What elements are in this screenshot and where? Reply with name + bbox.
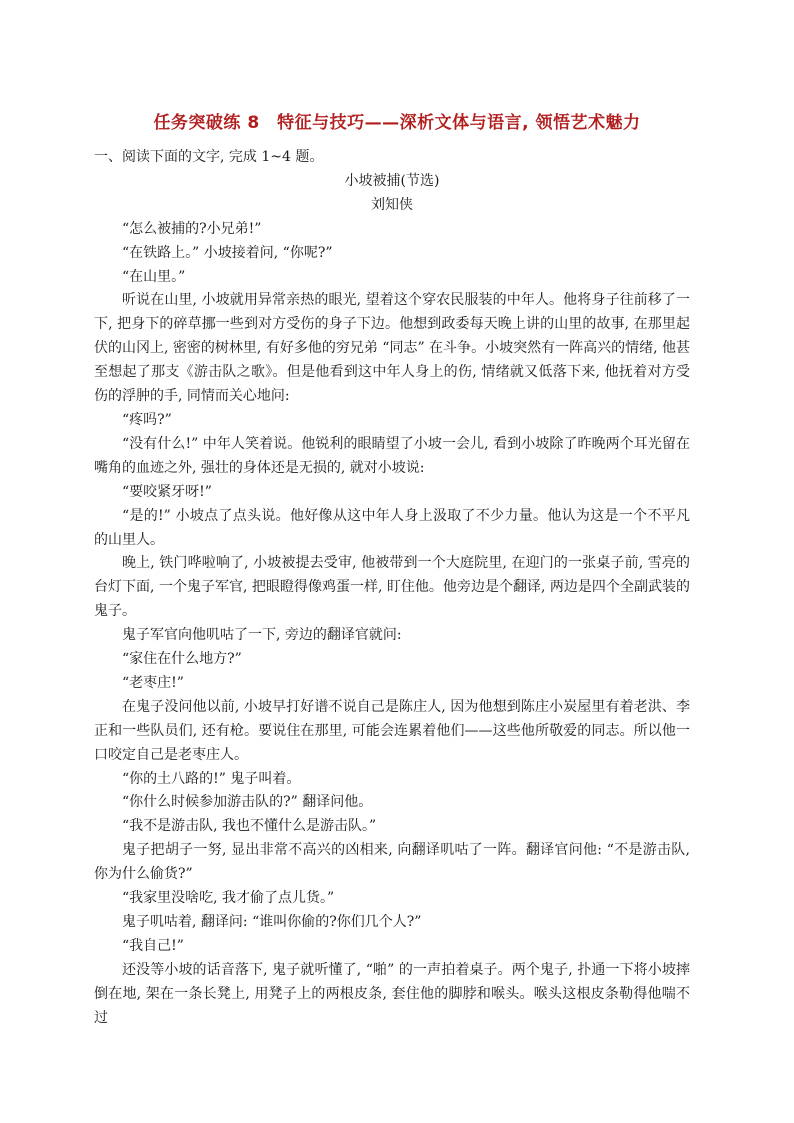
paragraph: “你的土八路的!” 鬼子叫着。 [122,770,301,787]
paragraph: “在铁路上。” 小坡接着问, “你呢?” [122,244,333,261]
paragraph: “在山里。” [122,268,186,285]
paragraph: 还没等小坡的话音落下, 鬼子就听懂了, “啪” 的一声拍着桌子。两个鬼子, 扑通一下将小坡摔倒在地, 架在一条长凳上, 用凳子上的两根皮条, 套住他的脚脖和喉头。喉头这根皮条勒得他喘不过 [94,961,690,1026]
paragraph: “怎么被捕的?小兄弟!” [122,220,262,237]
paragraph: 晚上, 铁门哗啦响了, 小坡被提去受审, 他被带到一个大庭院里, 在迎门的一张桌子前, 雪亮的台灯下面, 一个鬼子军官, 把眼瞪得像鸡蛋一样, 盯住他。他旁边是个翻译, 两边是四个全副武装的鬼子。 [94,555,690,620]
instruction: 一、阅读下面的文字, 完成 1~4 题。 [94,149,324,165]
paragraph: 在鬼子没问他以前, 小坡早打好谱不说自己是陈庄人, 因为他想到陈庄小炭屋里有着老洪、李正和一些队员们, 还有枪。要说住在那里, 可能会连累着他们——这些他所敬爱的同志。所以他一口咬定自己是老枣庄人。 [94,698,690,763]
paragraph: “家住在什么地方?” [122,651,242,668]
paragraph: 鬼子把胡子一努, 显出非常不高兴的凶相来, 向翻译叽咕了一阵。翻译官问他: “不是游击队, 你为什么偷货?” [94,842,690,883]
paragraph: “疼吗?” [122,411,172,428]
passage-author: 刘知侠 [371,196,413,213]
paragraph: “老枣庄!” [122,674,184,691]
paragraph: “没有什么!” 中年人笑着说。他锐利的眼睛望了小坡一会儿, 看到小坡除了昨晚两个耳光留在嘴角的血迹之外, 强壮的身体还是无损的, 就对小坡说: [94,435,690,476]
paragraph: “我自己!” [122,937,184,954]
paragraph: 听说在山里, 小坡就用异常亲热的眼光, 望着这个穿农民服装的中年人。他将身子往前移了一下, 把身下的碎草挪一些到对方受伤的身子下边。他想到政委每天晚上讲的山里的故事, 在那里起伏的山冈上, 密密的树林里, 有好多他的穷兄弟 “同志” 在斗争。小坡突然有一阵高兴的情绪, 他甚至想起了那支《游击队之歌》。但是他看到这中年人身上的伤, 情绪就又低落下来, 他抚着对方受伤的浮肿的手, 同情而关心地问: [94,292,690,405]
document-body [94,146,690,1031]
paragraph: “要咬紧牙呀!” [122,483,212,500]
paragraph: “我家里没啥吃, 我才偷了点儿货。” [122,890,335,907]
paragraph: “你什么时候参加游击队的?” 翻译问他。 [122,794,373,811]
page-title: 任务突破练 8 特征与技巧——深析文体与语言, 领悟艺术魅力 [153,113,641,133]
paragraph: 鬼子军官向他叽咕了一下, 旁边的翻译官就问: [122,627,402,644]
paragraph: “是的!” 小坡点了点头说。他好像从这中年人身上汲取了不少力量。他认为这是一个不平凡的山里人。 [94,507,690,548]
passage-title: 小坡被捕(节选) [344,172,440,189]
paragraph: 鬼子叽咕着, 翻译问: “谁叫你偷的?你们几个人?” [122,914,422,930]
paragraph: “我不是游击队, 我也不懂什么是游击队。” [122,818,377,835]
